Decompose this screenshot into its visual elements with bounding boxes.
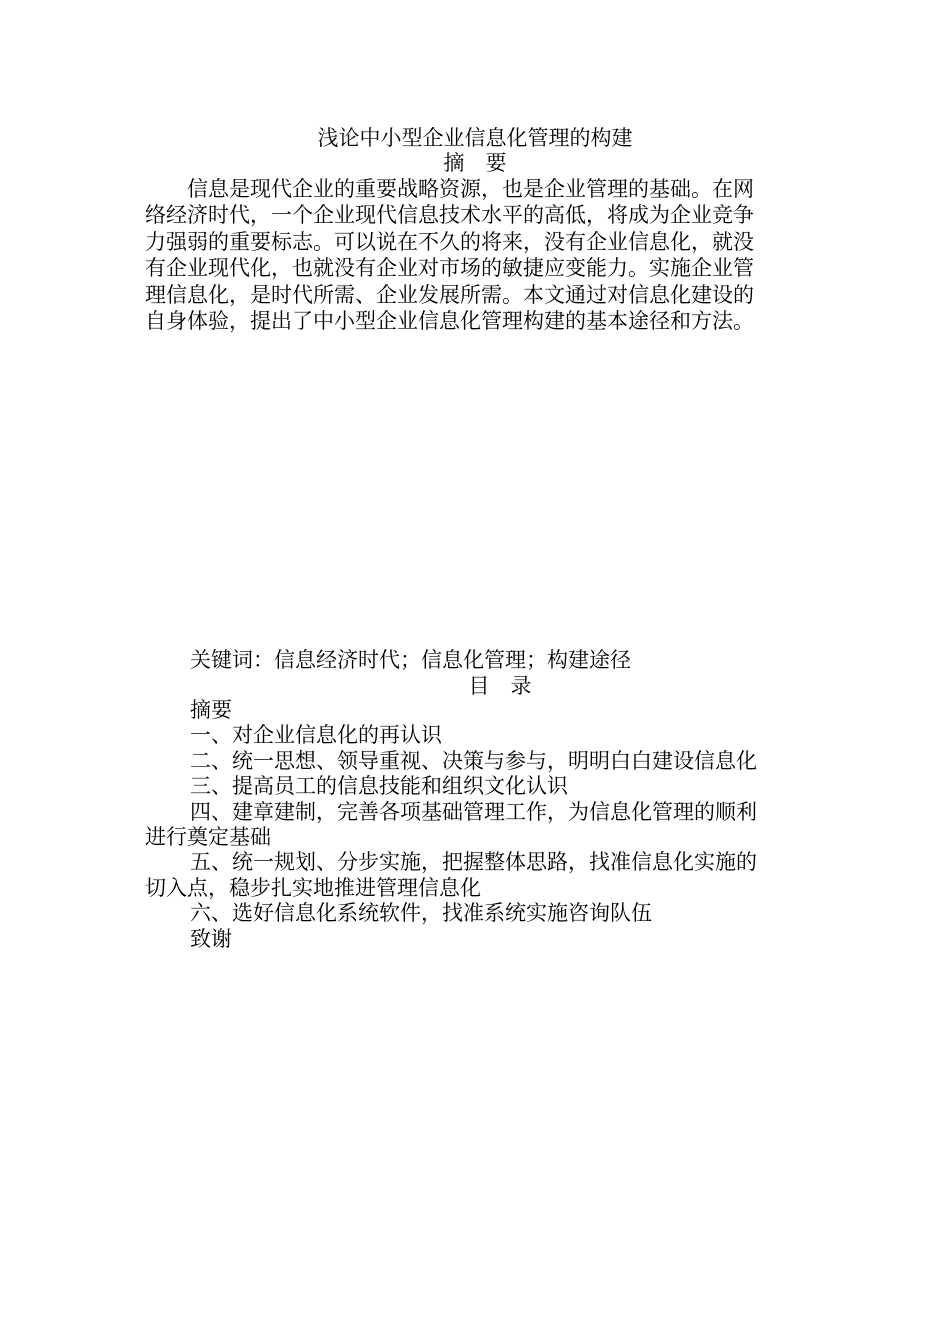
abstract-line: 自身体验，提出了中小型企业信息化管理构建的基本途径和方法。 — [145, 309, 754, 334]
toc-item-text: 五、统一规划、分步实施，把握整体思路，找准信息化实施的 — [190, 850, 757, 875]
toc-item[interactable] — [145, 749, 807, 774]
abstract-line: 有企业现代化，也就没有企业对市场的敏捷应变能力。实施企业管 — [145, 256, 754, 281]
document-title: 浅论中小型企业信息化管理的构建 — [317, 126, 633, 150]
abstract-line: 力强弱的重要标志。可以说在不久的将来，没有企业信息化，就没 — [145, 229, 754, 254]
toc-heading: 目 录 — [468, 674, 532, 698]
abstract-line: 信息是现代企业的重要战略资源，也是企业管理的基础。在网 — [145, 177, 754, 201]
abstract-heading: 摘 要 — [443, 151, 507, 175]
abstract-line: 理信息化，是时代所需、企业发展所需。本文通过对信息化建设的 — [145, 282, 754, 307]
toc-item[interactable] — [145, 850, 807, 901]
toc-item[interactable] — [145, 774, 807, 799]
keywords: 关键词：信息经济时代；信息化管理；构建途径 — [190, 648, 631, 672]
toc-item-text: 摘要 — [190, 698, 232, 722]
toc-item-text: 三、提高员工的信息技能和组织文化认识 — [190, 774, 568, 799]
toc-item-text: 四、建章建制，完善各项基础管理工作，为信息化管理的顺利 — [190, 799, 757, 824]
table-of-contents — [145, 698, 807, 952]
toc-item[interactable] — [145, 698, 807, 723]
toc-item-text: 二、统一思想、领导重视、决策与参与，明明白白建设信息化 — [190, 748, 757, 773]
toc-item[interactable] — [145, 800, 807, 851]
toc-item-text: 一、对企业信息化的再认识 — [190, 723, 442, 748]
abstract-body — [145, 176, 807, 334]
toc-item[interactable] — [145, 901, 807, 926]
toc-item[interactable] — [145, 927, 807, 952]
abstract-line: 络经济时代，一个企业现代信息技术水平的高低，将成为企业竞争 — [145, 203, 754, 228]
toc-item-text: 致谢 — [190, 926, 232, 951]
toc-item-text: 六、选好信息化系统软件，找准系统实施咨询队伍 — [190, 901, 652, 926]
toc-item-continuation: 切入点，稳步扎实地推进管理信息化 — [145, 875, 481, 900]
toc-item-continuation: 进行奠定基础 — [145, 825, 271, 850]
toc-item[interactable] — [145, 723, 807, 748]
